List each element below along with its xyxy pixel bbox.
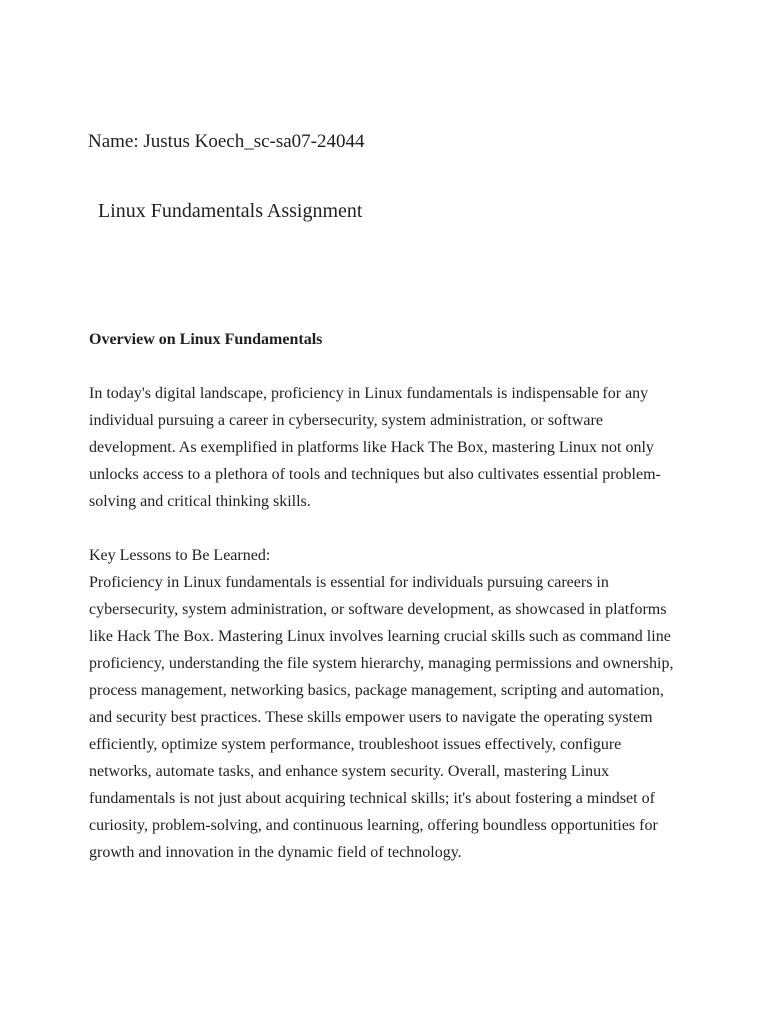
subheading-key-lessons: Key Lessons to Be Learned: — [89, 547, 271, 564]
paragraph-overview: In today's digital landscape, proficiency in Linux fundamentals is indispensable for any individual pursuing a career in cybersecurity, system administration, or software development. As exemplified in platforms like Hack The Box, mastering Linux not only unlocks access to a plethora of tools and techniques but also cultivates essential problem-solving and critical thinking skills. — [89, 385, 661, 510]
key-lessons-block — [89, 542, 681, 866]
document-body — [89, 326, 681, 866]
paragraph-key-lessons: Proficiency in Linux fundamentals is essential for individuals pursuing careers in cybersecurity, system administration, or software development, as showcased in platforms like Hack The Box. Mastering Linux involves learning crucial skills such as command line proficiency, understanding the file system hierarchy, managing permissions and ownership, process management, networking basics, package management, scripting and automation, and security best practices. These skills empower users to navigate the operating system efficiently, optimize system performance, troubleshoot issues effectively, configure networks, automate tasks, and enhance system security. Overall, mastering Linux fundamentals is not just about acquiring technical skills; it's about fostering a mindset of curiosity, problem-solving, and continuous learning, offering boundless opportunities for growth and innovation in the dynamic field of technology. — [89, 574, 674, 861]
author-name-line: Name: Justus Koech_sc-sa07-24044 — [88, 131, 365, 152]
section-heading: Overview on Linux Fundamentals — [89, 331, 323, 348]
document-title: Linux Fundamentals Assignment — [98, 200, 363, 222]
